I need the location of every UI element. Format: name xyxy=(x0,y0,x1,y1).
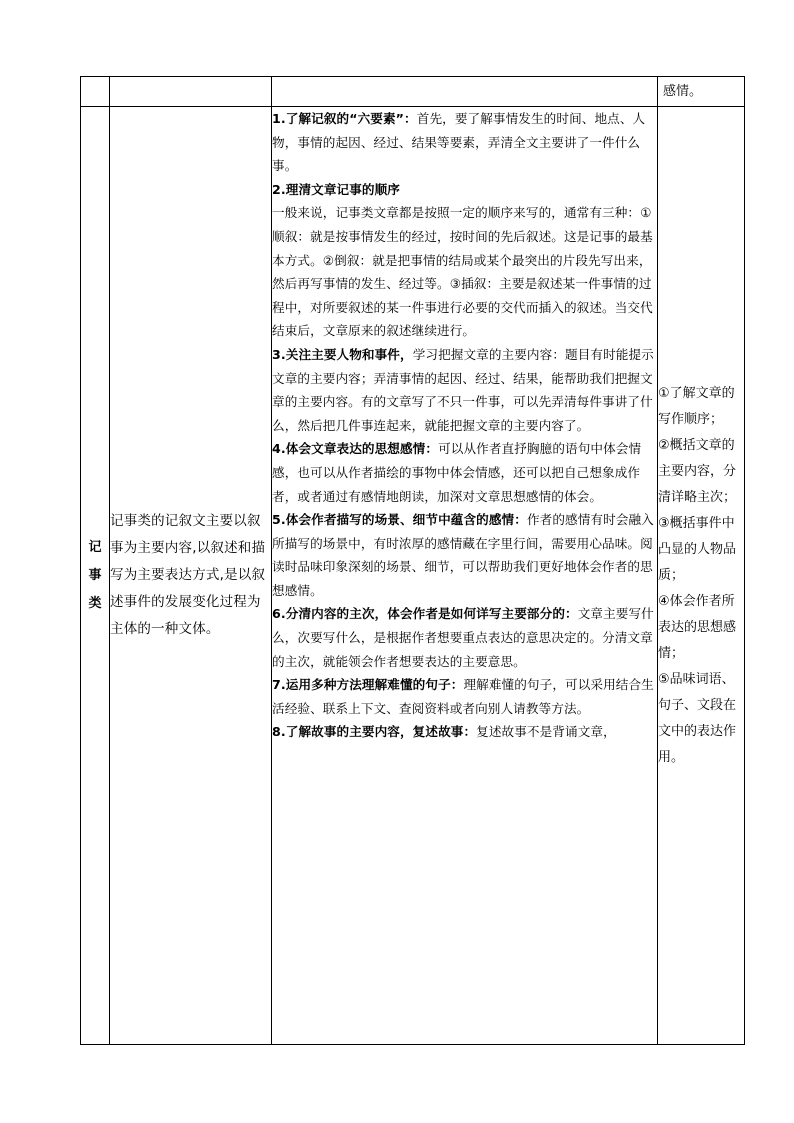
goal-item: ⑤品味词语、句子、文段在文中的表达作用。 xyxy=(658,671,737,765)
method-item: 1.了解记叙的“六要素”：首先，要了解事情发生的时间、地点、人物，事情的起因、经过、结果等要素，弄清全文主要讲了一件什么事。 xyxy=(272,111,646,174)
cell-empty-2 xyxy=(110,77,272,107)
category-cell xyxy=(81,107,110,1045)
method-item: 一般来说，记事类文章都是按照一定的顺序来写的，通常有三种：①顺叙：就是按事情发生的经过，按时间的先后叙述。这是记事的最基本方式。②倒叙：就是把事情的结局或某个最突出的片段先写出来，然后再写事情的发生、经过等。③插叙：主要是叙述某一件事情的过程中，对所要叙述的某一件事进行必要的交代而插入的叙述。当交代结束后，文章原来的叙述继续进行。 xyxy=(272,205,653,339)
description-text: 记事类的记叙文主要以叙事为主要内容,以叙述和描写为主要表达方式,是以叙述事件的发展变化过程为主体的一种文体。 xyxy=(110,513,266,637)
method-item: 2.理清文章记事的顺序 xyxy=(272,181,400,197)
goal-item: ③概括事件中凸显的人物品质； xyxy=(658,515,737,583)
method-item: 8.了解故事的主要内容，复述故事：复述故事不是背诵文章， xyxy=(272,724,616,740)
method-item: 5.体会作者描写的场景、细节中蕴含的感情：作者的感情有时会融入所描写的场景中，有时浓厚的感情藏在字里行间，需要用心品味。阅读时品味印象深刻的场景、细节，可以帮助我们更好地体会作者的思想感情。 xyxy=(272,512,654,598)
goals-cell xyxy=(658,107,745,1045)
category-char: 记 xyxy=(88,539,102,555)
method-item: 4.体会文章表达的思想感情：可以从作者直抒胸臆的语句中体会情感，也可以从作者描绘的事物中体会情感，还可以把自己想象成作者，或者通过有感情地朗读，加深对文章思想感情的体会。 xyxy=(272,441,642,504)
top-goal-text: 感情。 xyxy=(663,84,703,99)
methods-cell xyxy=(272,107,658,1045)
table-row-top xyxy=(81,77,745,107)
goal-item: ①了解文章的写作顺序； xyxy=(658,385,735,427)
cell-empty-3 xyxy=(272,77,658,107)
goal-item: ④体会作者所表达的思想感情； xyxy=(658,593,737,661)
method-item: 7.运用多种方法理解难懂的句子：理解难懂的句子，可以采用结合生活经验、联系上下文、查阅资料或者向别人请教等方法。 xyxy=(272,677,654,716)
method-item: 3.关注主要人物和事件，学习把握文章的主要内容：题目有时能提示文章的主要内容；弄清事情的起因、经过、结果，能帮助我们把握文章的主要内容。有的文章写了不只一件事，可以先弄清每件事讲了什么，然后把几件事连起来，就能把握文章的主要内容了。 xyxy=(272,346,654,433)
cell-top-goal xyxy=(658,77,745,107)
cell-empty-1 xyxy=(81,77,110,107)
content-table xyxy=(80,76,745,1045)
method-item: 6.分清内容的主次，体会作者是如何详写主要部分的：文章主要写什么，次要写什么，是根据作者想要重点表达的意思决定的。分清文章的主次，就能领会作者想要表达的主要意思。 xyxy=(272,606,654,669)
category-char: 类 xyxy=(88,595,102,611)
description-cell xyxy=(110,107,272,1045)
goal-item: ②概括文章的主要内容，分清详略主次； xyxy=(658,437,737,505)
table-row-main xyxy=(81,107,745,1045)
category-char: 事 xyxy=(88,567,102,583)
